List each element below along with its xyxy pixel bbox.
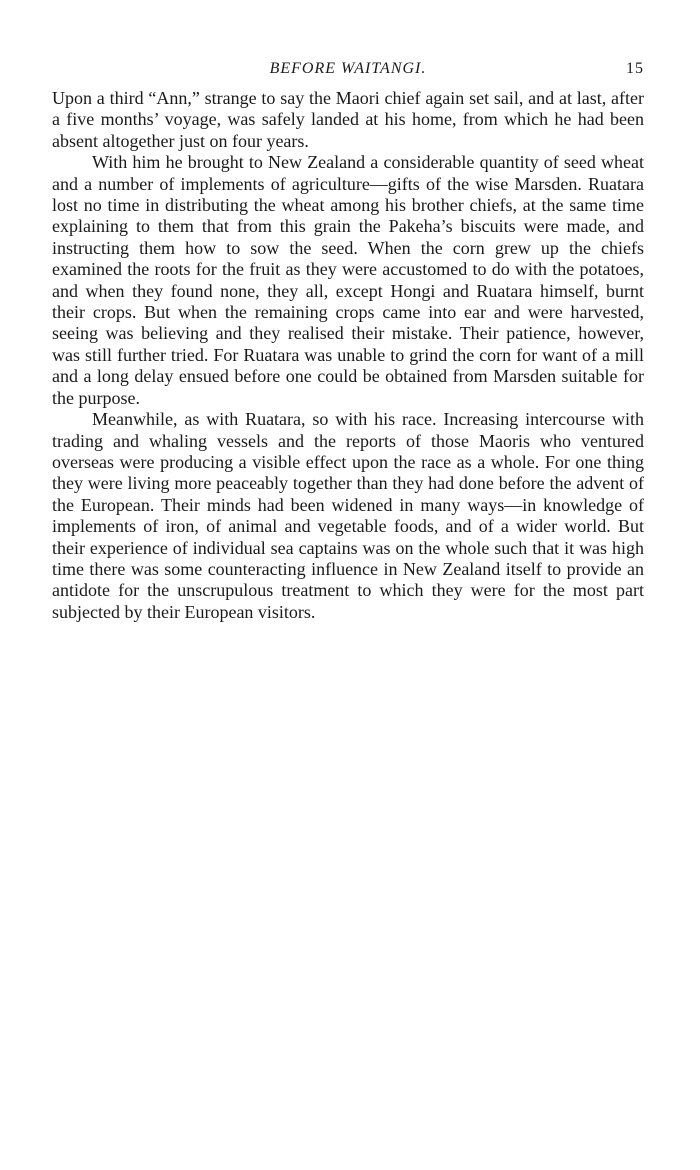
- paragraph-1: Upon a third “Ann,” strange to say the Maori chief again set sail, and at last, after a five months’ voyage, was safely landed at his home, from which he had been absent altogether just on four years.: [52, 88, 644, 151]
- running-head: [52, 60, 644, 84]
- running-title: BEFORE WAITANGI.: [269, 60, 427, 77]
- body-text: [52, 88, 644, 623]
- page-number: 15: [626, 60, 644, 77]
- paragraph-3: Meanwhile, as with Ruatara, so with his race. Increasing intercourse with trading and whaling vessels and the reports of those Maoris who ventured overseas were producing a visible effect upon the race as a whole. For one thing they were living more peaceably together than they had done before the advent of the European. Their minds had been widened in many ways—in knowledge of implements of iron, of animal and vegetable foods, and of a wider world. But their experience of individual sea captains was on the whole such that it was high time there was some counteracting influence in New Zealand itself to provide an antidote for the unscrupulous treatment to which they were for the most part subjected by their European visitors.: [52, 409, 644, 622]
- paragraph-2: With him he brought to New Zealand a considerable quantity of seed wheat and a number of implements of agriculture—gifts of the wise Marsden. Ruatara lost no time in distributing the wheat among his brother chiefs, at the same time explaining to them that from this grain the Pakeha’s biscuits were made, and instructing them how to sow the seed. When the corn grew up the chiefs examined the roots for the fruit as they were accustomed to do with the potatoes, and when they found none, they all, except Hongi and Ruatara himself, burnt their crops. But when the remaining crops came into ear and were harvested, seeing was believing and they realised their mistake. Their patience, however, was still further tried. For Ruatara was unable to grind the corn for want of a mill and a long delay ensued before one could be obtained from Marsden suitable for the purpose.: [52, 152, 644, 408]
- book-page: [52, 60, 644, 623]
